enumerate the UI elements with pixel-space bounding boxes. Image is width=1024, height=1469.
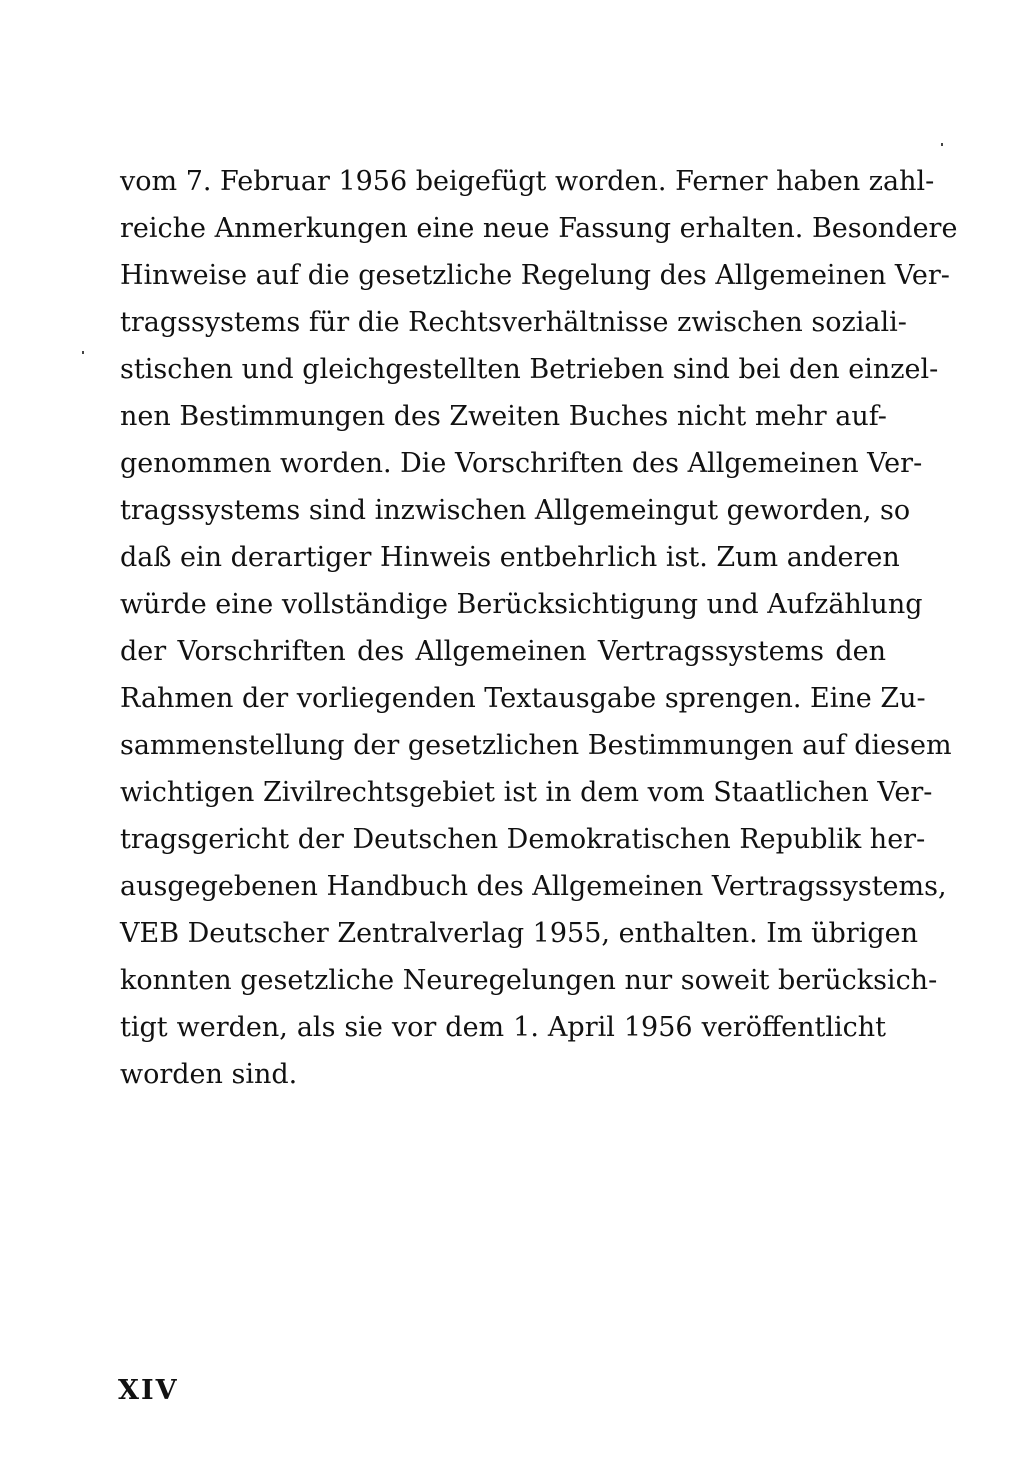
page-number: XIV — [118, 1375, 179, 1406]
text-line: der Vorschriften des Allgemeinen Vertragssystems den — [120, 636, 886, 667]
text-line: genommen worden. Die Vorschriften des Allgemeinen Ver- — [120, 448, 923, 479]
text-line: tragssystems für die Rechtsverhältnisse zwischen soziali- — [120, 307, 907, 338]
text-line: reiche Anmerkungen eine neue Fassung erhalten. Besondere — [120, 213, 958, 244]
text-line: wichtigen Zivilrechtsgebiet ist in dem vom Staatlichen Ver- — [120, 777, 933, 808]
text-line: tragsgericht der Deutschen Demokratischen Republik her- — [120, 824, 926, 855]
text-line: Hinweise auf die gesetzliche Regelung des Allgemeinen Ver- — [120, 260, 950, 291]
text-line: konnten gesetzliche Neuregelungen nur soweit berücksich- — [120, 965, 938, 996]
body-text — [120, 158, 958, 1098]
text-line: nen Bestimmungen des Zweiten Buches nicht mehr auf- — [120, 401, 887, 432]
text-line: würde eine vollständige Berücksichtigung und Aufzählung — [120, 589, 923, 620]
text-line: ausgegebenen Handbuch des Allgemeinen Vertragssystems, — [120, 871, 947, 902]
text-line: daß ein derartiger Hinweis entbehrlich ist. Zum anderen — [120, 542, 900, 573]
text-line: worden sind. — [120, 1059, 298, 1090]
text-line: vom 7. Februar 1956 beigefügt worden. Ferner haben zahl- — [120, 166, 935, 197]
scan-speck — [82, 351, 84, 354]
text-line: Rahmen der vorliegenden Textausgabe sprengen. Eine Zu- — [120, 683, 926, 714]
text-line: tigt werden, als sie vor dem 1. April 1956 veröffentlicht — [120, 1012, 886, 1043]
text-line: stischen und gleichgestellten Betrieben sind bei den einzel- — [120, 354, 939, 385]
scan-speck — [941, 143, 943, 146]
text-line: sammenstellung der gesetzlichen Bestimmungen auf diesem — [120, 730, 952, 761]
text-line: tragssystems sind inzwischen Allgemeingut geworden, so — [120, 495, 911, 526]
text-line: VEB Deutscher Zentralverlag 1955, enthalten. Im übrigen — [120, 918, 919, 949]
